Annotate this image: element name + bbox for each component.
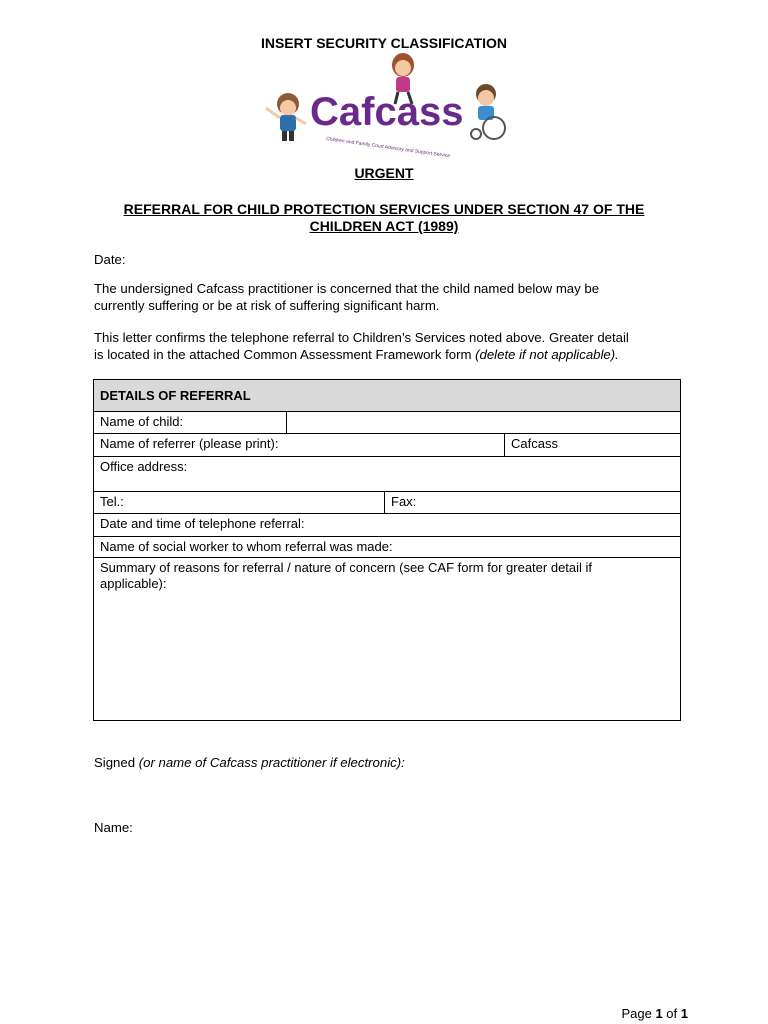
row-office-address: [94, 456, 680, 491]
table-header: [94, 380, 680, 412]
row-social-worker: [94, 536, 680, 557]
urgent-heading: URGENT: [354, 165, 414, 181]
confirmation-paragraph: [94, 329, 684, 363]
summary-line-1: Summary of reasons for referral / nature of concern (see CAF form for greater detail if: [100, 560, 593, 575]
summary-label: [94, 558, 680, 720]
office-address-label: Office address:: [100, 459, 188, 474]
referral-details-table: [93, 379, 681, 721]
row-tel-fax: [94, 491, 680, 513]
confirmation-line-2-text: is located in the attached Common Assessment Framework form: [94, 347, 476, 362]
name-of-child-field[interactable]: [287, 412, 680, 433]
name-of-child-label: Name of child:: [100, 414, 184, 429]
concern-line-2: currently suffering or be at risk of suffering significant harm.: [94, 298, 440, 313]
security-classification: INSERT SECURITY CLASSIFICATION: [260, 35, 508, 51]
name-label: Name:: [94, 820, 133, 835]
page-current: 1: [655, 1006, 663, 1021]
confirmation-line-1: This letter confirms the telephone referral to Children’s Services noted above. Greater detail: [94, 330, 629, 345]
page-number: [560, 1006, 688, 1021]
cafcass-logo-graphic: [256, 52, 512, 160]
confirmation-line-2: [94, 346, 684, 363]
child-figure-right-icon: [471, 84, 505, 139]
cafcass-logo: [256, 52, 512, 160]
summary-line-2: applicable):: [100, 576, 167, 591]
tel-label: Tel.:: [100, 494, 124, 509]
date-time-referral-label: Date and time of telephone referral:: [100, 516, 305, 531]
signed-note: (or name of Cafcass practitioner if electronic):: [138, 755, 405, 770]
of-word: of: [662, 1006, 681, 1021]
concern-line-1: The undersigned Cafcass practitioner is concerned that the child named below may be: [94, 281, 600, 296]
row-name-of-child: [94, 411, 680, 433]
signed-label: Signed: [94, 755, 139, 770]
row-date-time-referral: [94, 513, 680, 536]
page-word: Page: [621, 1006, 656, 1021]
row-summary: [94, 557, 680, 720]
signed-line: [94, 754, 684, 771]
row-name-of-referrer: [94, 433, 680, 456]
form-title-line-2: CHILDREN ACT (1989): [309, 218, 459, 234]
fax-label: Fax:: [391, 494, 417, 509]
social-worker-label: Name of social worker to whom referral was made:: [100, 539, 393, 554]
form-title-line-1: REFERRAL FOR CHILD PROTECTION SERVICES UNDER SECTION 47 OF THE: [123, 201, 645, 217]
cafcass-tagline: Children and Family Court Advisory and Support Service: [325, 136, 451, 160]
page-total: 1: [680, 1006, 688, 1021]
form-title: [0, 201, 768, 235]
referrer-organisation: Cafcass: [511, 436, 558, 451]
child-figure-left-icon: [266, 93, 306, 141]
cafcass-wordmark: Cafcass: [310, 90, 464, 134]
table-header-label: DETAILS OF REFERRAL: [100, 388, 251, 403]
concern-paragraph: [94, 280, 684, 314]
date-label: Date:: [94, 252, 126, 267]
delete-note: (delete if not applicable).: [475, 347, 619, 362]
name-of-referrer-label: Name of referrer (please print):: [100, 436, 279, 451]
